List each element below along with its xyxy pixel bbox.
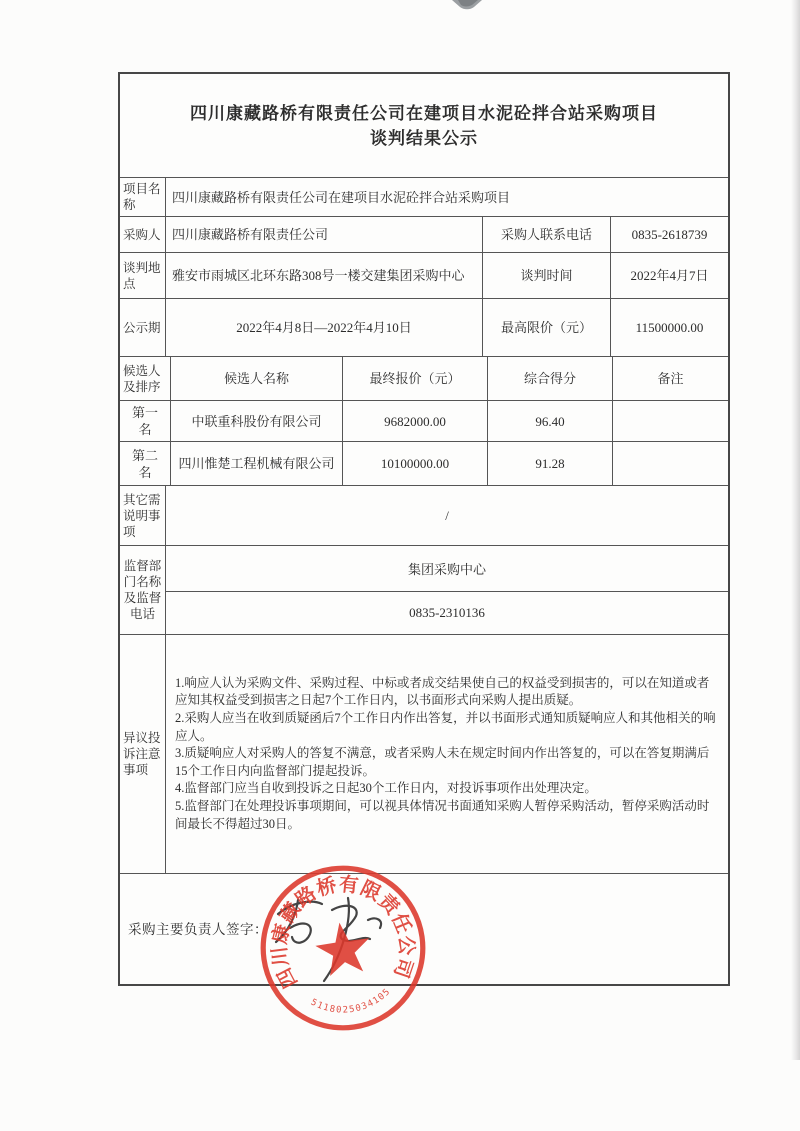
candidate-2-score: 91.28 <box>487 442 612 485</box>
document-title-line2: 谈判结果公示 <box>370 128 478 148</box>
signature-label: 采购主要负责人签字： <box>128 921 268 937</box>
document-title <box>120 74 728 177</box>
objection-item-4: 4.监督部门应当自收到投诉之日起30个工作日内，对投诉事项作出处理决定。 <box>175 781 597 796</box>
negotiation-location-value: 雅安市雨城区北环东路308号一楼交建集团采购中心 <box>165 253 482 298</box>
purchaser-row <box>120 216 728 252</box>
candidate-1-price: 9682000.00 <box>342 401 487 441</box>
publicity-period-value: 2022年4月8日—2022年4月10日 <box>165 299 482 356</box>
negotiation-time-label: 谈判时间 <box>482 253 610 298</box>
publicity-period-label: 公示期 <box>123 320 161 335</box>
objection-notes-label: 异议投诉注意事项 <box>123 731 161 777</box>
objection-item-2: 2.采购人应当在收到质疑函后7个工作日内作出答复，并以书面形式通知质疑响应人和其他相关的响应人。 <box>175 711 716 743</box>
candidate-1-rank: 第一名 <box>131 405 158 437</box>
candidate-2-rank: 第二名 <box>131 447 158 480</box>
other-notes-row <box>120 485 728 545</box>
candidate-1-name: 中联重科股份有限公司 <box>170 401 342 441</box>
candidates-name-header: 候选人名称 <box>170 357 342 400</box>
negotiation-time-value: 2022年4月7日 <box>610 253 728 298</box>
document-title-line1: 四川康藏路桥有限责任公司在建项目水泥砼拌合站采购项目 <box>190 103 658 123</box>
objection-item-5: 5.监督部门在处理投诉事项期间，可以视具体情况书面通知采购人暂停采购活动，暂停采购活动时间最长不得超过30日。 <box>175 798 710 831</box>
candidates-header-row <box>120 356 728 400</box>
supervision-label: 监督部门名称及监督电话 <box>123 559 162 621</box>
title-row <box>120 74 728 177</box>
candidates-price-header: 最终报价（元） <box>342 357 487 400</box>
candidate-2-remark <box>612 442 728 485</box>
seal-company-text: 四川康藏路桥有限责任公司 <box>269 874 417 992</box>
max-price-label: 最高限价（元） <box>482 299 610 356</box>
candidate-row-2 <box>120 441 728 485</box>
max-price-value: 11500000.00 <box>610 299 728 356</box>
scan-artifact-blob <box>450 0 484 11</box>
purchaser-label: 采购人 <box>123 227 161 242</box>
publicity-period-row <box>120 298 728 356</box>
purchaser-phone-label: 采购人联系电话 <box>482 217 610 252</box>
announcement-table <box>118 72 730 986</box>
supervision-phone: 0835-2310136 <box>166 591 728 634</box>
negotiation-location-row <box>120 252 728 298</box>
candidates-rank-header: 候选人及排序 <box>123 363 161 394</box>
objection-notes-row <box>120 634 728 873</box>
other-notes-label: 其它需说明事项 <box>123 492 161 539</box>
candidates-remark-header: 备注 <box>612 357 728 400</box>
seal-number-text: 5118025034105 <box>308 986 394 1016</box>
purchaser-value: 四川康藏路桥有限责任公司 <box>165 217 482 252</box>
page-edge-shadow <box>791 0 800 1060</box>
candidate-row-1 <box>120 400 728 441</box>
project-name-value: 四川康藏路桥有限责任公司在建项目水泥砼拌合站采购项目 <box>165 178 728 216</box>
signature-row <box>120 873 728 984</box>
candidate-1-remark <box>612 401 728 441</box>
candidate-1-score: 96.40 <box>487 401 612 441</box>
project-name-row <box>120 177 728 216</box>
other-notes-value: / <box>165 486 728 545</box>
objection-item-1: 1.响应人认为采购文件、采购过程、中标或者成交结果使自己的权益受到损害的，可以在知道或者应知其权益受到损害之日起7个工作日内，以书面形式向采购人提出质疑。 <box>175 675 710 708</box>
purchaser-phone-value: 0835-2618739 <box>610 217 728 252</box>
candidate-2-price: 10100000.00 <box>342 442 487 485</box>
project-name-label: 项目名称 <box>123 182 161 212</box>
objection-notes-text <box>166 665 728 843</box>
svg-text:5118025034105 <box>308 986 396 1021</box>
candidate-2-name: 四川惟楚工程机械有限公司 <box>170 442 342 485</box>
supervision-row <box>120 545 728 634</box>
supervision-values <box>165 546 728 634</box>
signature-cell <box>120 874 728 984</box>
objection-item-3: 3.质疑响应人对采购人的答复不满意，或者采购人未在规定时间内作出答复的，可以在答复期满后15个工作日内向监督部门提起投诉。 <box>175 746 710 778</box>
objection-notes-cell <box>165 635 728 873</box>
candidates-score-header: 综合得分 <box>487 357 612 400</box>
negotiation-location-label: 谈判地点 <box>123 260 161 291</box>
supervision-department: 集团采购中心 <box>407 562 486 577</box>
